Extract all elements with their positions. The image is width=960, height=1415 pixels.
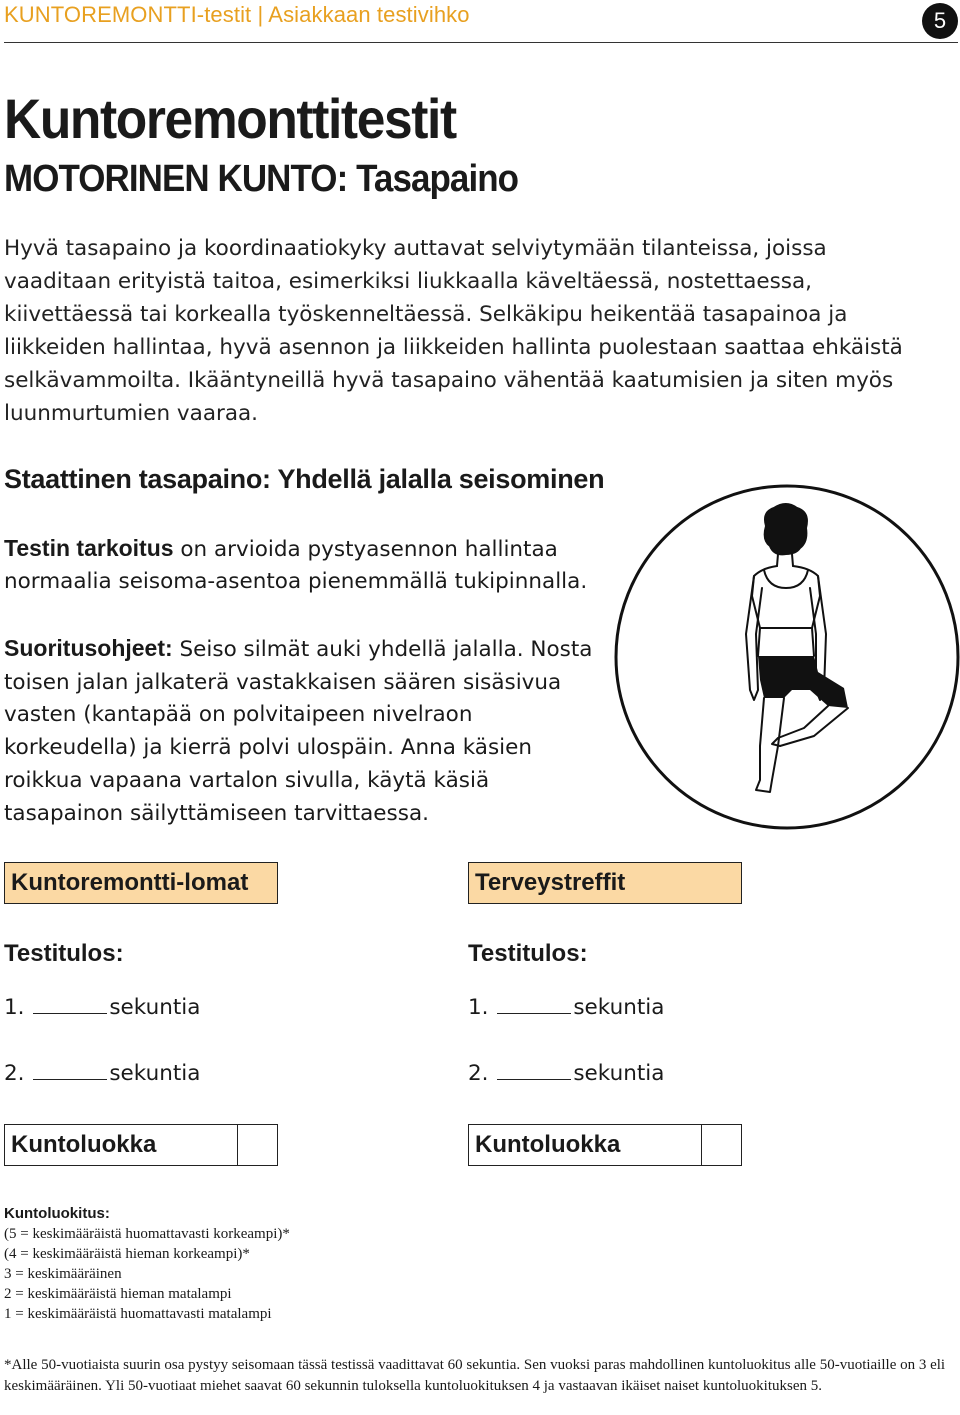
instructions-text: Seiso silmät auki yhdellä jalalla. Nosta toisen jalan jalkaterä vastakkaisen säären sisäsivua vasten (kantapää on polvitaipeen nivelraon korkeudella) ja kierrä polvi ulospäin. Anna käsien roikkua vapaana vartalon sivulla, käytä käsiä tasapainon säilyttämiseen tarvittaessa. [4, 637, 593, 826]
page-title: Kuntoremonttitestit [4, 87, 456, 150]
test-purpose [4, 532, 604, 598]
fitness-class-label: Kuntoluokka [475, 1131, 621, 1158]
legend-item: (4 = keskimääräistä hieman korkeampi)* [4, 1246, 250, 1262]
org-box-kuntoremontti-lomat: Kuntoremontti-lomat [4, 862, 278, 904]
result-blank-field[interactable] [497, 994, 571, 1014]
result-line-number: 2. [4, 1061, 25, 1086]
result-blank-field[interactable] [33, 1060, 107, 1080]
org-box-terveystreffit: Terveystreffit [468, 862, 742, 904]
result-blank-field[interactable] [497, 1060, 571, 1080]
page-number-badge: 5 [922, 3, 958, 39]
result-line-number: 1. [4, 995, 25, 1020]
result-line-unit: sekuntia [109, 1061, 201, 1086]
section-heading: Staattinen tasapaino: Yhdellä jalalla seisominen [4, 464, 605, 494]
fitness-class-cell[interactable] [237, 1125, 277, 1165]
balance-figure-icon [614, 484, 960, 830]
legend-item: (5 = keskimääräistä huomattavasti korkeampi)* [4, 1226, 290, 1242]
result-line-number: 1. [468, 995, 489, 1020]
result-label: Testitulos: [4, 940, 124, 967]
result-blank-field[interactable] [33, 994, 107, 1014]
fitness-class-cell[interactable] [701, 1125, 741, 1165]
result-line-1 [4, 994, 200, 1020]
fitness-class-box [4, 1124, 278, 1166]
page-subtitle: MOTORINEN KUNTO: Tasapaino [4, 158, 519, 200]
test-purpose-text: on arvioida pystyasennon hallintaa normaalia seisoma-asentoa pienemmällä tukipinnalla. [4, 537, 588, 594]
result-line-2 [468, 1060, 664, 1086]
result-label: Testitulos: [468, 940, 588, 967]
result-line-number: 2. [468, 1061, 489, 1086]
header-title: KUNTOREMONTTI-testit | Asiakkaan testivihko [4, 2, 470, 27]
fitness-class-box [468, 1124, 742, 1166]
header-divider [4, 42, 958, 43]
result-line-unit: sekuntia [573, 1061, 665, 1086]
legend-item: 2 = keskimääräistä hieman matalampi [4, 1286, 232, 1302]
legend-item: 1 = keskimääräistä huomattavasti matalampi [4, 1306, 272, 1322]
result-line-unit: sekuntia [109, 995, 201, 1020]
legend-item: 3 = keskimääräinen [4, 1266, 122, 1282]
result-line-1 [468, 994, 664, 1020]
test-instructions [4, 632, 604, 830]
fitness-class-legend [4, 1204, 290, 1324]
result-line-2 [4, 1060, 200, 1086]
test-purpose-label: Testin tarkoitus [4, 535, 174, 561]
legend-title: Kuntoluokitus: [4, 1205, 110, 1222]
fitness-class-label: Kuntoluokka [11, 1131, 157, 1158]
instructions-label: Suoritusohjeet: [4, 635, 173, 661]
intro-paragraph: Hyvä tasapaino ja koordinaatiokyky auttavat selviytymään tilanteissa, joissa vaaditaan erityistä taitoa, esimerkiksi liukkaalla käveltäessä, nostettaessa, kiivettäessä tai korkealla työskenneltäessä. Selkäkipu heikentää tasapainoa ja liikkeiden hallintaa, hyvä asennon ja liikkeiden hallinta puolestaan saattaa ehkäistä selkävammoilta. Ikääntyneillä hyvä tasapaino vähentää kaatumisien ja siten myös luunmurtumien vaaraa. [4, 236, 903, 426]
footnote: *Alle 50-vuotiaista suurin osa pystyy seisomaan tässä testissä vaadittavat 60 sekuntia. Sen vuoksi paras mahdollinen kuntoluokitus alle 50-vuotiaille on 3 eli keskimääräinen. Yli 50-vuotiaat miehet saavat 60 sekunnin tuloksella kuntoluokituksen 4 ja vastaavan ikäiset naiset kuntoluokituksen 5. [4, 1357, 946, 1394]
result-line-unit: sekuntia [573, 995, 665, 1020]
